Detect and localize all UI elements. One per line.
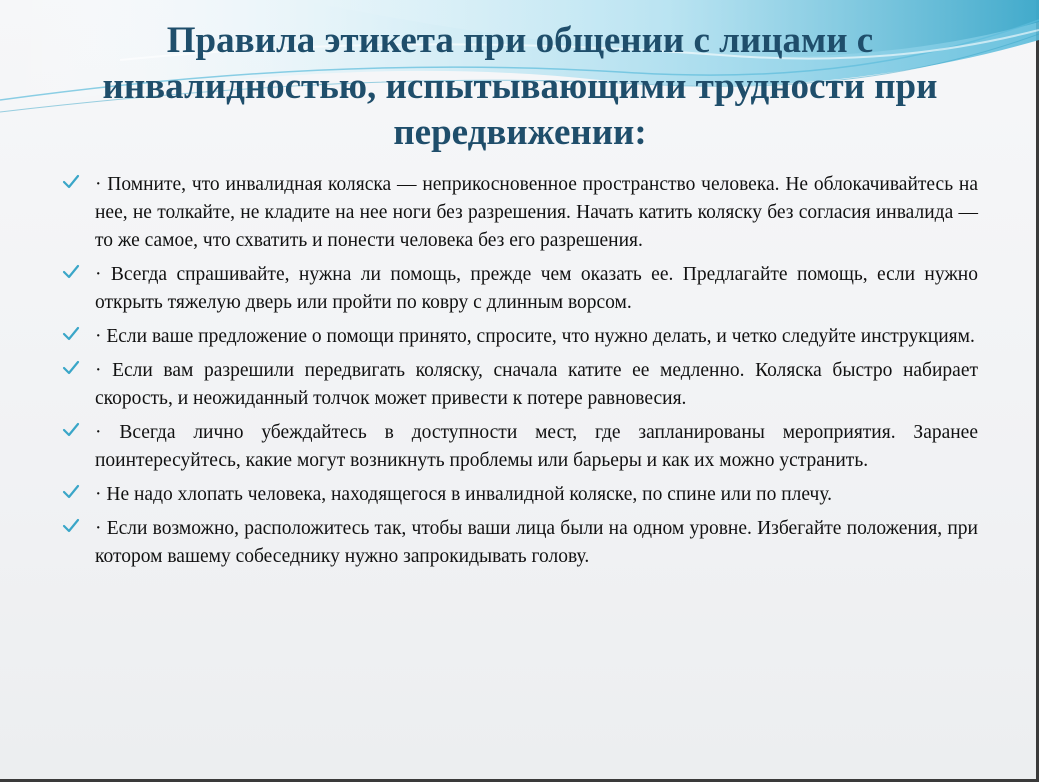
bullet-list [62,171,978,577]
list-item-text: · Не надо хлопать человека, находящегося в инвалидной коляске, по спине или по плечу. [95,484,833,505]
list-item-text: · Если ваше предложение о помощи принято, спросите, что нужно делать, и четко следуйте инструкциям. [95,326,975,347]
list-item [62,481,978,509]
list-item [62,171,978,255]
checkmark-icon [62,173,80,191]
checkmark-icon [62,421,80,439]
list-item-text: · Помните, что инвалидная коляска — неприкосновенное пространство человека. Не облокачивайтесь на нее, не толкайте, не кладите на нее ноги без разрешения. Начать катить коляску без согласия инвалида — то же самое, что схватить и понести человека без его разрешения. [95,174,978,251]
checkmark-icon [62,325,80,343]
list-item-text: · Если возможно, расположитесь так, чтобы ваши лица были на одном уровне. Избегайте положения, при котором вашему собеседнику нужно запрокидывать голову. [95,518,978,567]
slide-title: Правила этикета при общении с лицами с инвалидностью, испытывающими трудности при передвижении: [102,20,938,153]
list-item-text: · Всегда спрашивайте, нужна ли помощь, прежде чем оказать ее. Предлагайте помощь, если нужно открыть тяжелую дверь или пройти по ковру с длинным ворсом. [95,264,978,313]
list-item [62,261,978,317]
checkmark-icon [62,517,80,535]
list-item-text: · Если вам разрешили передвигать коляску, сначала катите ее медленно. Коляска быстро набирает скорость, и неожиданный толчок может привести к потере равновесия. [95,360,978,409]
list-item [62,419,978,475]
checkmark-icon [62,483,80,501]
list-item [62,357,978,413]
list-item [62,323,978,351]
checkmark-icon [62,263,80,281]
list-item-text: · Всегда лично убеждайтесь в доступности мест, где запланированы мероприятия. Заранее поинтересуйтесь, какие могут возникнуть проблемы или барьеры и как их можно устранить. [95,422,978,471]
checkmark-icon [62,359,80,377]
list-item [62,515,978,571]
